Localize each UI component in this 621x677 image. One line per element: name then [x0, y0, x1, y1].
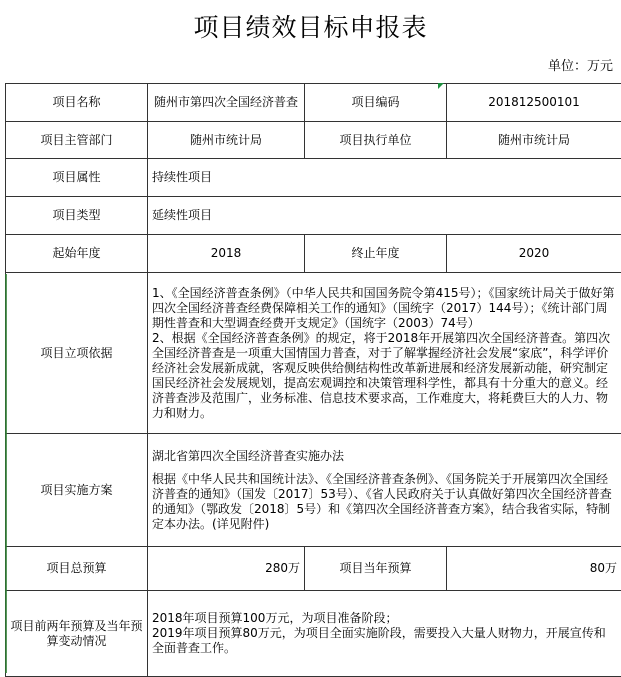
- attribute-label: 项目属性: [6, 159, 148, 197]
- supervisor-label: 项目主管部门: [6, 122, 148, 159]
- plan-title-line: 湖北省第四次全国经济普查实施办法: [152, 449, 617, 464]
- project-name-label: 项目名称: [6, 84, 148, 122]
- prior-budget-value[interactable]: [148, 591, 621, 677]
- project-name-value[interactable]: 随州市第四次全国经济普查: [148, 84, 305, 122]
- prior-budget-label: 项目前两年预算及当年预算变动情况: [6, 591, 148, 677]
- cell-comment-marker: [438, 83, 444, 89]
- table-row: [6, 235, 621, 273]
- prior-budget-line: 2018年项目预算100万元，为项目准备阶段；: [152, 611, 617, 626]
- table-row: [6, 197, 621, 235]
- project-code-value[interactable]: 201812500101: [447, 84, 621, 122]
- supervisor-value[interactable]: 随州市统计局: [148, 122, 305, 159]
- total-budget-value[interactable]: 280万: [148, 547, 305, 591]
- table-row: [6, 547, 621, 591]
- table-row: [6, 159, 621, 197]
- plan-paragraph: 根据《中华人民共和国统计法》、《全国经济普查条例》、《国务院关于开展第四次全国经济普查的通知》（国发〔2017〕53号）、《省人民政府关于认真做好第四次全国经济普查的通知》（鄂政发〔2018〕5号）和《第四次全国经济普查方案》，结合我省实际，特制定本办法。(详见附件): [152, 472, 617, 532]
- prior-budget-line: 2019年项目预算80万元，为项目全面实施阶段，需要投入大量人财物力，开展宣传和全面普查工作。: [152, 626, 617, 656]
- plan-value[interactable]: [148, 434, 621, 547]
- table-row: [6, 591, 621, 677]
- table-row: [6, 84, 621, 122]
- executor-value[interactable]: 随州市统计局: [447, 122, 621, 159]
- form-table: [5, 83, 621, 677]
- table-row: [6, 273, 621, 434]
- basis-paragraph: 2、根据《全国经济普查条例》的规定，将于2018年开展第四次全国经济普查。第四次全国经济普查是一项重大国情国力普查，对于了解掌握经济社会发展“家底”，科学评价经济社会发展新成就，客观反映供给侧结构性改革新进展和经济发展新动能，研究制定国民经济社会发展规划，提高宏观调控和决策管理科学性，都具有十分重大的意义。经济普查涉及范围广，业务标准、信息技术要求高，工作难度大，将耗费巨大的人力、物力和财力。: [152, 331, 617, 421]
- table-row: [6, 434, 621, 547]
- table-row: [6, 122, 621, 159]
- spacer: [152, 464, 617, 472]
- attribute-value[interactable]: 持续性项目: [148, 159, 621, 197]
- project-code-label: 项目编码: [305, 84, 447, 122]
- start-year-label: 起始年度: [6, 235, 148, 273]
- current-budget-label: 项目当年预算: [305, 547, 447, 591]
- type-label: 项目类型: [6, 197, 148, 235]
- total-budget-label: 项目总预算: [6, 547, 148, 591]
- start-year-value[interactable]: 2018: [148, 235, 305, 273]
- basis-value[interactable]: [148, 273, 621, 434]
- page-title: 项目绩效目标申报表: [0, 8, 621, 44]
- executor-label: 项目执行单位: [305, 122, 447, 159]
- current-budget-value[interactable]: 80万: [447, 547, 621, 591]
- plan-label: 项目实施方案: [6, 434, 148, 547]
- unit-label: 单位：万元: [548, 55, 613, 74]
- basis-label: 项目立项依据: [6, 273, 148, 434]
- type-value[interactable]: 延续性项目: [148, 197, 621, 235]
- basis-paragraph: 1、《全国经济普查条例》（中华人民共和国国务院令第415号）；《国家统计局关于做好第四次全国经济普查经费保障相关工作的通知》（国统字（2017）144号）；《统计部门周期性普查和大型调查经费开支规定》（国统字（2003）74号）: [152, 286, 617, 331]
- end-year-label: 终止年度: [305, 235, 447, 273]
- end-year-value[interactable]: 2020: [447, 235, 621, 273]
- selection-edge-marker: [5, 274, 7, 673]
